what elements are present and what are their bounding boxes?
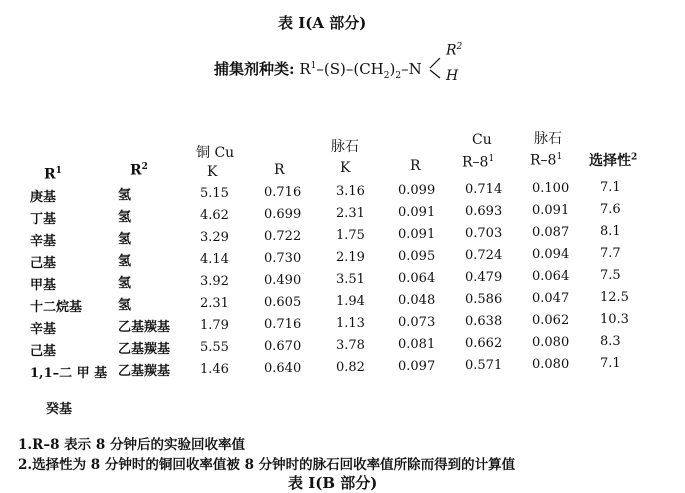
cell-r-py: 0.091 <box>398 227 436 242</box>
header-cu-r8: Cu <box>472 132 492 148</box>
cell-r2: 乙基羰基 <box>118 364 171 379</box>
cell-r-cu: 0.605 <box>264 295 302 310</box>
table-a-title: 表 Ⅰ(A 部分) <box>278 14 367 32</box>
col-r8-cu: $R-8^1$ <box>462 154 495 171</box>
cell-r1: 辛基 <box>30 322 57 337</box>
cell-k-cu: 5.55 <box>200 340 229 355</box>
cell-k-py: 3.51 <box>336 272 365 287</box>
cell-r8-py: 0.087 <box>532 225 570 240</box>
cell-r8-py: 0.094 <box>532 247 570 262</box>
cell-r-cu: 0.699 <box>264 207 302 222</box>
cell-k-cu: 5.15 <box>200 186 229 201</box>
cell-k-py: 1.94 <box>336 294 365 309</box>
header-pyrite-r8: 脉石 <box>534 131 562 147</box>
cell-r1: 庚基 <box>30 190 57 205</box>
cell-r8-cu: 0.571 <box>465 358 503 373</box>
cell-selectivity: 7.1 <box>600 356 621 371</box>
footnote-1: 1.R–8 表示 8 分钟后的实验回收率值 <box>18 437 245 453</box>
cell-r1: 丁基 <box>30 212 57 227</box>
cell-r8-py: 0.091 <box>532 203 570 218</box>
cell-r-py: 0.073 <box>398 315 436 330</box>
cell-k-py: 0.82 <box>336 360 365 375</box>
collector-line <box>214 58 422 81</box>
cell-r8-py: 0.080 <box>532 335 570 350</box>
cell-r8-cu: 0.724 <box>465 248 503 263</box>
cell-r8-cu: 0.714 <box>465 182 503 197</box>
cell-k-cu: 4.14 <box>200 252 229 267</box>
cell-r-cu: 0.716 <box>264 185 302 200</box>
cell-selectivity: 7.7 <box>600 246 621 261</box>
cell-r-cu: 0.490 <box>264 273 302 288</box>
cell-r1: 辛基 <box>30 234 57 249</box>
cell-k-cu: 3.29 <box>200 230 229 245</box>
cell-r-cu: 0.670 <box>264 339 302 354</box>
cell-r8-cu: 0.479 <box>465 270 503 285</box>
col-r1: $R^1$ <box>44 166 62 183</box>
cell-r8-cu: 0.693 <box>465 204 503 219</box>
cell-r-py: 0.095 <box>398 249 436 264</box>
cell-r2: 氢 <box>118 298 132 313</box>
cell-r1: 甲基 <box>30 278 57 293</box>
cell-r-cu: 0.640 <box>264 361 302 376</box>
cell-r8-py: 0.064 <box>532 269 570 284</box>
cell-r-py: 0.097 <box>398 359 436 374</box>
cell-r2: 氢 <box>118 232 132 247</box>
cell-r2: 乙基羰基 <box>118 342 171 357</box>
cell-r2: 氢 <box>118 254 132 269</box>
cell-r-py: 0.081 <box>398 337 436 352</box>
header-pyrite: 脉石 <box>331 139 359 155</box>
cell-r2: 氢 <box>118 188 132 203</box>
cell-k-py: 2.31 <box>336 206 365 221</box>
cell-r8-py: 0.062 <box>532 313 570 328</box>
col-r2: $R^2$ <box>130 162 148 179</box>
cell-selectivity: 8.1 <box>600 224 621 239</box>
col-r-cu: R <box>274 162 285 178</box>
branch-top-group: $R^2$ <box>446 42 463 59</box>
branch-bottom-group: H <box>446 68 459 84</box>
cell-r-cu: 0.730 <box>264 251 302 266</box>
cell-r1: 己基 <box>30 344 57 359</box>
cell-k-py: 1.75 <box>336 228 365 243</box>
footnote-2: 2.选择性为 8 分钟时的铜回收率值被 8 分钟时的脉石回收率值所除而得到的计算值 <box>18 457 516 473</box>
cell-r8-cu: 0.638 <box>465 314 503 329</box>
cell-r2: 氢 <box>118 276 132 291</box>
table-b-title: 表 Ⅰ(B 部分) <box>288 474 378 492</box>
cell-selectivity: 7.1 <box>600 180 621 195</box>
cell-r8-py: 0.100 <box>532 181 570 196</box>
collector-formula: $R^1-(S)-(CH_2)_2-N$ <box>299 60 422 81</box>
collector-label: 捕集剂种类: <box>214 60 295 78</box>
cell-r-py: 0.099 <box>398 183 436 198</box>
cell-r-cu: 0.722 <box>264 229 302 244</box>
header-copper: 铜 Cu <box>196 145 235 161</box>
cell-r-py: 0.064 <box>398 271 436 286</box>
cell-r8-cu: 0.703 <box>465 226 503 241</box>
last-row-continuation: 癸基 <box>46 402 73 417</box>
col-r8-py: $R-8^1$ <box>530 152 563 169</box>
col-k-py: K <box>340 160 351 176</box>
cell-selectivity: 12.5 <box>600 290 629 305</box>
cell-k-cu: 1.46 <box>200 362 229 377</box>
cell-k-cu: 2.31 <box>200 296 229 311</box>
cell-r-cu: 0.716 <box>264 317 302 332</box>
col-selectivity: 选择性$^2$ <box>589 152 638 169</box>
cell-r8-cu: 0.662 <box>465 336 503 351</box>
col-k-cu: K <box>207 164 218 180</box>
cell-selectivity: 7.6 <box>600 202 621 217</box>
cell-r1: 1,1–二 甲 基 <box>30 366 108 381</box>
cell-selectivity: 7.5 <box>600 268 621 283</box>
cell-r8-py: 0.080 <box>532 357 570 372</box>
cell-k-py: 3.78 <box>336 338 365 353</box>
cell-r8-cu: 0.586 <box>465 292 503 307</box>
cell-r2: 氢 <box>118 210 132 225</box>
cell-k-cu: 3.92 <box>200 274 229 289</box>
cell-k-py: 3.16 <box>336 184 365 199</box>
cell-selectivity: 10.3 <box>600 312 629 327</box>
cell-k-py: 1.13 <box>336 316 365 331</box>
col-r-py: R <box>410 158 421 174</box>
cell-r-py: 0.091 <box>398 205 436 220</box>
cell-r-py: 0.048 <box>398 293 436 308</box>
cell-r1: 十二烷基 <box>30 300 83 315</box>
cell-r2: 乙基羰基 <box>118 320 171 335</box>
cell-k-cu: 1.79 <box>200 318 229 333</box>
cell-selectivity: 8.3 <box>600 334 621 349</box>
cell-r1: 己基 <box>30 256 57 271</box>
cell-k-cu: 4.62 <box>200 208 229 223</box>
cell-k-py: 2.19 <box>336 250 365 265</box>
cell-r8-py: 0.047 <box>532 291 570 306</box>
